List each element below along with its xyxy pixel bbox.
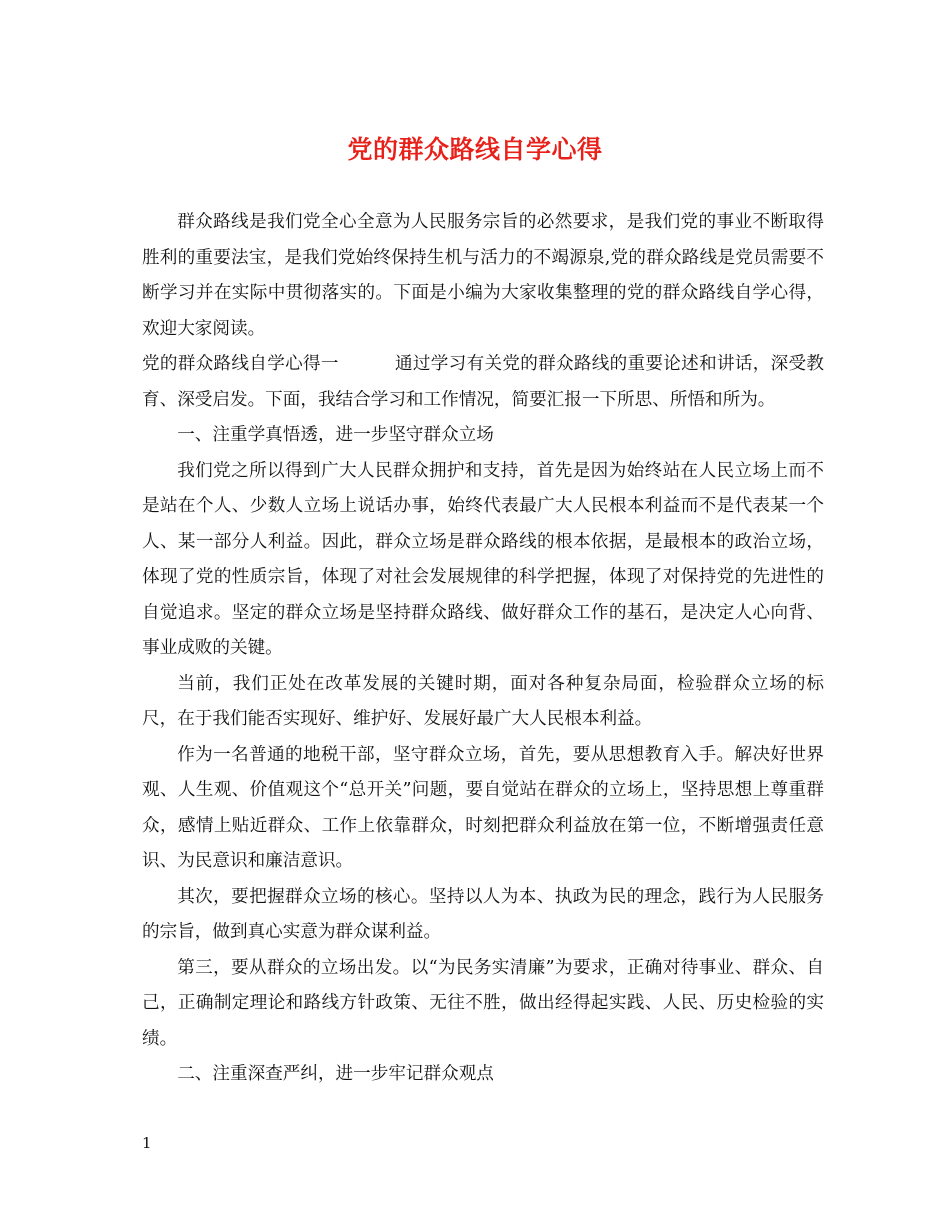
paragraph-4: 其次，要把握群众立场的核心。坚持以人为本、执政为民的理念，践行为人民服务的宗旨，做到真心实意为群众谋利益。 [142,886,824,942]
section-paragraph [142,347,824,418]
paragraph-3: 作为一名普通的地税干部，坚守群众立场，首先，要从思想教育入手。解决好世界观、人生观、价值观这个“总开关”问题，要自觉站在群众的立场上，坚持思想上尊重群众，感情上贴近群众、工作上依靠群众，时刻把群众利益放在第一位，不断增强责任意识、为民意识和廉洁意识。 [142,744,824,871]
heading-2: 二、注重深查严纠，进一步牢记群众观点 [177,1064,494,1084]
document-title: 党的群众路线自学心得 [347,135,603,164]
paragraph-2: 当前，我们正处在改革发展的关键时期，面对各种复杂局面，检验群众立场的标尺，在于我们能否实现好、维护好、发展好最广大人民根本利益。 [142,673,824,729]
page-number: 1 [142,1134,152,1152]
paragraph-1: 我们党之所以得到广大人民群众拥护和支持，首先是因为始终站在人民立场上而不是站在个人、少数人立场上说话办事，始终代表最广大人民根本利益而不是代表某一个人、某一部分人利益。因此，群众立场是群众路线的根本依据，是最根本的政治立场，体现了党的性质宗旨，体现了对社会发展规律的科学把握，体现了对保持党的先进性的自觉追求。坚定的群众立场是坚持群众路线、做好群众工作的基石，是决定人心向背、事业成败的关键。 [142,460,824,658]
document-body [142,205,824,1093]
section-opening: 通过学习有关党的群众路线的重要论述和讲话，深受教育、深受启发。下面，我结合学习和工作情况，简要汇报一下所思、所悟和所为。 [142,354,824,410]
section-label: 党的群众路线自学心得一 [142,354,339,374]
paragraph-5: 第三，要从群众的立场出发。以“为民务实清廉”为要求，正确对待事业、群众、自己，正确制定理论和路线方针政策、无往不胜，做出经得起实践、人民、历史检验的实绩。 [142,957,824,1049]
intro-paragraph: 群众路线是我们党全心全意为人民服务宗旨的必然要求，是我们党的事业不断取得胜利的重要法宝，是我们党始终保持生机与活力的不竭源泉,党的群众路线是党员需要不断学习并在实际中贯彻落实的。下面是小编为大家收集整理的党的群众路线自学心得，欢迎大家阅读。 [142,212,824,339]
heading-1: 一、注重学真悟透，进一步坚守群众立场 [177,425,494,445]
